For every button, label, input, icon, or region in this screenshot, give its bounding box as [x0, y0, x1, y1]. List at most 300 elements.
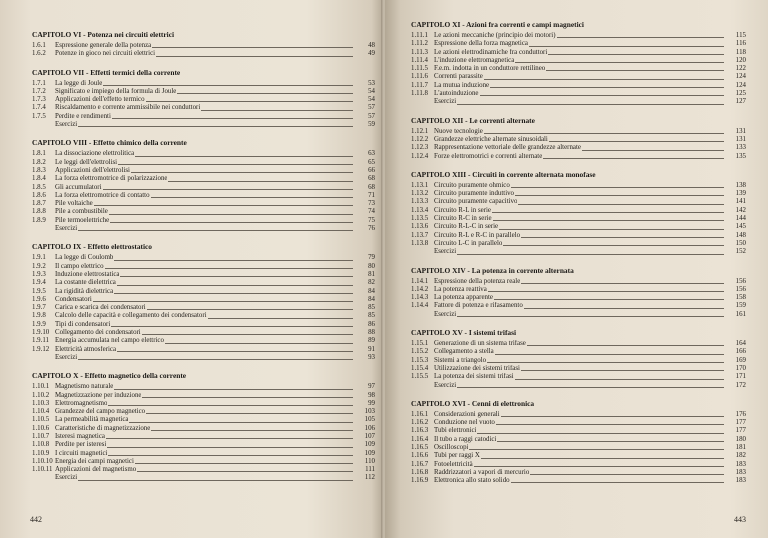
toc-entry: [411, 477, 746, 485]
section-title: Gli accumulatori: [55, 183, 102, 191]
section-title: La permeabilità magnetica: [55, 416, 129, 424]
toc-entry: [411, 65, 746, 73]
section-number: 1.10.8: [32, 441, 50, 449]
section-title: Esercizi: [55, 474, 78, 482]
chapter-title: CAPITOLO IX - Effetto elettrostatico: [32, 242, 153, 252]
section-number: 1.11.7: [411, 81, 428, 89]
toc-entry: [411, 302, 746, 310]
page-reference: 48: [368, 42, 375, 49]
page-reference: 145: [735, 223, 746, 231]
page-reference: 118: [735, 48, 746, 56]
dot-leader: [114, 383, 353, 389]
section-title: Sistemi a triangolo: [434, 356, 487, 364]
section-number: 1.9.1: [32, 254, 46, 262]
section-number: 1.12.4: [411, 152, 429, 160]
dot-leader: [152, 42, 353, 48]
chapter-section: [32, 68, 375, 130]
dot-leader: [490, 82, 724, 88]
page-reference: 169: [735, 356, 746, 364]
toc-entry: [32, 312, 375, 320]
section-number: 1.8.6: [32, 191, 46, 199]
toc-entry: [32, 184, 375, 192]
page-reference: 158: [735, 294, 746, 302]
toc-entry: [411, 286, 746, 294]
section-number: 1.13.4: [411, 206, 429, 214]
right-toc: [411, 20, 746, 485]
section-number: 1.13.7: [411, 231, 429, 239]
toc-entry: [32, 466, 375, 474]
section-number: 1.7.3: [32, 96, 46, 104]
page-reference: 127: [735, 98, 746, 106]
dot-leader: [529, 40, 724, 46]
page-reference: 89: [368, 337, 375, 345]
page-reference: 111: [365, 466, 375, 474]
toc-entry: [411, 452, 746, 460]
toc-entry: [411, 128, 746, 136]
left-page-number: 442: [30, 515, 42, 524]
chapter-section: [32, 242, 375, 362]
toc-entry: [411, 136, 746, 144]
section-number: 1.13.3: [411, 198, 429, 206]
page-reference: 156: [735, 277, 746, 285]
dot-leader: [518, 198, 724, 204]
page-reference: 74: [368, 208, 375, 216]
section-title: Applicazioni dell'elettrolisi: [55, 166, 130, 174]
toc-entry: [32, 474, 375, 482]
section-number: 1.14.1: [411, 277, 429, 285]
chapter-title: CAPITOLO X - Effetto magnetico della corrente: [32, 371, 187, 381]
toc-entry: [32, 337, 375, 345]
page-reference: 81: [368, 270, 375, 278]
section-title: La legge di Joule: [55, 79, 103, 87]
chapter-title: CAPITOLO VII - Effetti termici della corrente: [32, 67, 181, 77]
chapter-section: [32, 30, 375, 59]
dot-leader: [78, 121, 353, 127]
section-number: 1.8.2: [32, 158, 46, 166]
section-title: Elettromagnetismo: [55, 399, 108, 407]
chapter-title: CAPITOLO XI - Azioni fra correnti e campi magnetici: [411, 20, 584, 29]
dot-leader: [511, 477, 724, 483]
section-title: Conduzione nel vuoto: [434, 419, 495, 427]
page-reference: 144: [735, 215, 746, 223]
dot-leader: [527, 340, 724, 346]
section-number: 1.13.5: [411, 215, 429, 223]
toc-entry: [411, 348, 746, 356]
section-title: La legge di Coulomb: [55, 254, 114, 262]
page-reference: 49: [368, 50, 375, 58]
page-reference: 71: [368, 191, 375, 199]
toc-entry: [32, 346, 375, 354]
page-reference: 171: [735, 373, 746, 381]
chapter-section: [411, 399, 746, 486]
section-number: [32, 225, 55, 233]
section-number: 1.10.3: [32, 399, 50, 407]
page-reference: 170: [735, 364, 746, 372]
section-number: 1.10.1: [32, 383, 50, 391]
dot-leader: [106, 433, 353, 439]
section-title: Tipi di condensatori: [55, 320, 111, 328]
dot-leader: [94, 200, 353, 206]
section-number: 1.15.4: [411, 364, 429, 372]
section-title: Collegamento a stella: [434, 348, 494, 356]
dot-leader: [146, 96, 353, 102]
page-reference: 172: [735, 381, 746, 389]
dot-leader: [484, 73, 724, 79]
section-title: La mutua induzione: [434, 81, 490, 89]
section-title: Elettronica allo stato solido: [434, 477, 510, 485]
dot-leader: [93, 296, 353, 302]
section-number: 1.9.3: [32, 270, 46, 278]
toc-entry: [32, 329, 375, 337]
toc-entry: [32, 225, 375, 233]
chapter-title: CAPITOLO XV - I sistemi trifasi: [411, 328, 517, 338]
toc-entry: [411, 223, 746, 231]
section-number: 1.7.5: [32, 112, 46, 120]
section-title: Induzione elettrostatica: [55, 270, 120, 278]
toc-entry: [411, 469, 746, 477]
toc-entry: [32, 383, 375, 391]
dot-leader: [495, 348, 724, 354]
section-number: 1.14.4: [411, 302, 429, 310]
section-title: La potenza reattiva: [434, 285, 487, 293]
page-reference: 65: [368, 158, 375, 166]
page-reference: 84: [368, 295, 375, 303]
dot-leader: [118, 159, 353, 165]
section-title: Rappresentazione vettoriale delle grandezze alternate: [434, 144, 581, 152]
dot-leader: [521, 232, 724, 238]
section-number: 1.8.1: [32, 150, 46, 158]
section-number: 1.13.1: [411, 181, 429, 189]
section-title: Esercizi: [55, 353, 78, 361]
page-reference: 98: [368, 391, 375, 399]
section-number: 1.9.5: [32, 287, 46, 295]
dot-leader: [521, 365, 724, 371]
dot-leader: [146, 408, 353, 414]
section-title: Elettricità atmosferica: [55, 345, 117, 353]
toc-entry: [411, 419, 746, 427]
dot-leader: [457, 382, 724, 388]
dot-leader: [108, 400, 353, 406]
section-title: Espressione della forza magnetica: [434, 40, 528, 48]
section-title: La costante dielettrica: [55, 279, 116, 287]
page-reference: 116: [735, 40, 746, 48]
dot-leader: [501, 411, 724, 417]
section-number: 1.12.1: [411, 127, 429, 135]
section-number: 1.10.11: [32, 466, 53, 474]
section-title: Perdite e rendimenti: [55, 112, 111, 120]
dot-leader: [107, 441, 353, 447]
section-title: Il campo elettrico: [55, 262, 104, 270]
toc-entry: [411, 382, 746, 390]
toc-entry: [411, 182, 746, 190]
page-reference: 115: [735, 32, 746, 39]
page-reference: 85: [368, 304, 375, 312]
dot-leader: [142, 392, 353, 398]
section-number: 1.7.4: [32, 104, 46, 112]
section-title: Circuito R-L e R-C in parallelo: [434, 231, 521, 239]
page-reference: 99: [368, 399, 375, 407]
section-title: Le azioni meccaniche (principio dei motori): [434, 32, 556, 39]
page-reference: 177: [735, 419, 746, 427]
section-title: L'induzione elettromagnetica: [434, 56, 515, 64]
section-number: 1.10.6: [32, 424, 50, 432]
dot-leader: [201, 104, 353, 110]
section-number: [32, 121, 55, 129]
toc-entry: [32, 175, 375, 183]
page-reference: 109: [364, 449, 375, 457]
section-number: 1.7.1: [32, 79, 46, 87]
section-title: Forze elettromotrici e correnti alternate: [434, 152, 543, 160]
section-title: Energia accumulata nel campo elettrico: [55, 337, 164, 345]
page-reference: 131: [735, 135, 746, 143]
section-title: Circuito puramente induttivo: [434, 190, 514, 198]
section-title: La dissociazione elettrolitica: [55, 150, 135, 158]
toc-entry: [32, 159, 375, 167]
section-title: La forza elettromotrice di polarizzazione: [55, 175, 168, 183]
toc-entry: [411, 240, 746, 248]
dot-leader: [168, 175, 353, 181]
page-reference: 142: [735, 206, 746, 214]
section-title: Potenze in gioco nei circuiti elettrici: [55, 50, 156, 58]
toc-entry: [32, 263, 375, 271]
dot-leader: [530, 469, 724, 475]
section-title: Applicazioni del magnetismo: [55, 466, 137, 474]
toc-entry: [32, 96, 375, 104]
dot-leader: [103, 80, 353, 86]
dot-leader: [151, 425, 353, 431]
dot-leader: [457, 311, 724, 317]
dot-leader: [492, 207, 724, 213]
page-reference: 161: [735, 310, 746, 318]
chapter-title: CAPITOLO XIV - La potenza in corrente alternata: [411, 265, 574, 275]
section-number: 1.8.9: [32, 216, 46, 224]
dot-leader: [487, 357, 724, 363]
page-reference: 79: [368, 254, 375, 262]
chapter-title: CAPITOLO VIII - Effetto chimico della corrente: [32, 138, 187, 148]
page-reference: 88: [368, 329, 375, 337]
toc-entry: [32, 416, 375, 424]
section-title: Energia dei campi magnetici: [55, 457, 134, 465]
dot-leader: [557, 32, 725, 38]
section-title: Applicazioni dell'effetto termico: [55, 96, 145, 104]
dot-leader: [582, 144, 724, 150]
section-title: Pile voltaiche: [55, 200, 93, 208]
section-title: Utilizzazione dei sistemi trifasi: [434, 364, 520, 372]
section-number: 1.9.9: [32, 320, 46, 328]
dot-leader: [499, 223, 724, 229]
toc-entry: [32, 208, 375, 216]
toc-entry: [32, 192, 375, 200]
dot-leader: [549, 136, 724, 142]
page-reference: 66: [368, 166, 375, 174]
dot-leader: [105, 263, 353, 269]
section-number: 1.15.5: [411, 373, 429, 381]
page-reference: 53: [368, 79, 375, 87]
section-title: Esercizi: [434, 248, 457, 256]
chapter-title: CAPITOLO VI - Potenza nei circuiti elettrici: [32, 30, 175, 39]
dot-leader: [496, 419, 724, 425]
dot-leader: [117, 346, 353, 352]
section-title: Calcolo delle capacità e collegamento dei condensatori: [55, 312, 207, 320]
page-reference: 85: [368, 312, 375, 320]
section-number: 1.9.4: [32, 279, 46, 287]
toc-entry: [411, 461, 746, 469]
section-number: 1.9.6: [32, 295, 46, 303]
section-title: Oscilloscopi: [434, 443, 469, 451]
page-reference: 63: [368, 150, 375, 158]
page-reference: 112: [364, 474, 375, 482]
page-reference: 76: [368, 225, 375, 233]
section-number: 1.11.8: [411, 90, 428, 98]
toc-entry: [32, 80, 375, 88]
toc-entry: [411, 207, 746, 215]
right-page: [385, 0, 768, 538]
dot-leader: [147, 304, 353, 310]
section-title: Caratteristiche di magnetizzazione: [55, 424, 151, 432]
section-number: 1.11.3: [411, 48, 428, 56]
chapter-title: CAPITOLO XII - Le correnti alternate: [411, 115, 535, 125]
page-reference: 107: [364, 432, 375, 440]
section-number: 1.10.9: [32, 449, 50, 457]
section-title: La potenza apparente: [434, 294, 493, 302]
toc-entry: [32, 321, 375, 329]
dot-leader: [493, 215, 724, 221]
section-number: 1.10.7: [32, 432, 50, 440]
page-reference: 122: [735, 65, 746, 73]
page-reference: 75: [368, 216, 375, 224]
section-title: Tubi per raggi X: [434, 452, 480, 460]
page-reference: 124: [735, 81, 746, 89]
page-reference: 177: [735, 427, 746, 435]
toc-entry: [411, 248, 746, 256]
page-reference: 68: [368, 183, 375, 191]
page-reference: 73: [368, 200, 375, 208]
section-number: 1.7.2: [32, 87, 46, 95]
dot-leader: [477, 427, 724, 433]
dot-leader: [497, 436, 724, 442]
dot-leader: [117, 279, 353, 285]
toc-entry: [32, 167, 375, 175]
section-number: 1.8.8: [32, 208, 46, 216]
dot-leader: [546, 65, 724, 71]
section-number: [411, 311, 434, 319]
section-number: 1.16.2: [411, 419, 429, 427]
dot-leader: [135, 458, 353, 464]
toc-entry: [32, 400, 375, 408]
page-reference: 166: [735, 348, 746, 356]
toc-entry: [411, 427, 746, 435]
page-reference: 57: [368, 104, 375, 112]
toc-entry: [411, 49, 746, 57]
toc-entry: [411, 57, 746, 65]
dot-leader: [135, 150, 353, 156]
dot-leader: [521, 278, 724, 284]
dot-leader: [109, 208, 353, 214]
chapter-section: [411, 116, 746, 161]
dot-leader: [481, 452, 724, 458]
page-reference: 138: [735, 181, 746, 189]
toc-entry: [411, 373, 746, 381]
dot-leader: [515, 190, 724, 196]
section-title: L'autoinduzione: [434, 90, 479, 98]
toc-entry: [411, 32, 746, 40]
dot-leader: [103, 184, 354, 190]
section-title: Considerazioni generali: [434, 410, 500, 418]
toc-entry: [411, 90, 746, 98]
section-title: Raddrizzatori a vapori di mercurio: [434, 468, 530, 476]
section-number: 1.9.8: [32, 312, 46, 320]
page-reference: 183: [735, 477, 746, 485]
page-reference: 181: [735, 443, 746, 451]
section-title: Correnti parassite: [434, 73, 483, 81]
section-number: 1.11.6: [411, 73, 428, 81]
section-title: Il tubo a raggi catodici: [434, 435, 497, 443]
section-number: 1.14.2: [411, 285, 429, 293]
toc-entry: [32, 88, 375, 96]
section-title: Generazione di un sistema trifase: [434, 340, 526, 348]
page-reference: 135: [735, 152, 746, 160]
section-title: Circuito L-C in parallelo: [434, 239, 503, 247]
section-title: Le azioni elettrodinamiche fra conduttori: [434, 48, 548, 56]
page-reference: 84: [368, 287, 375, 295]
toc-entry: [411, 411, 746, 419]
dot-leader: [151, 192, 353, 198]
page-reference: 106: [364, 424, 375, 432]
section-title: Perdite per isteresi: [55, 441, 107, 449]
toc-entry: [32, 425, 375, 433]
toc-entry: [411, 73, 746, 81]
section-number: 1.15.3: [411, 356, 429, 364]
toc-entry: [32, 304, 375, 312]
section-number: 1.10.10: [32, 457, 53, 465]
page-reference: 54: [368, 96, 375, 104]
dot-leader: [110, 217, 353, 223]
toc-entry: [411, 144, 746, 152]
section-title: Pile termoelettriche: [55, 216, 110, 224]
dot-leader: [120, 271, 353, 277]
section-title: F.e.m. indotta in un conduttore rettilineo: [434, 65, 546, 73]
section-title: La forza elettromotrice di contatto: [55, 191, 150, 199]
chapter-section: [411, 20, 746, 107]
toc-entry: [32, 217, 375, 225]
section-number: 1.12.3: [411, 144, 429, 152]
section-title: Esercizi: [434, 381, 457, 389]
section-number: 1.16.3: [411, 427, 429, 435]
section-number: 1.8.5: [32, 183, 46, 191]
section-number: 1.9.2: [32, 262, 46, 270]
dot-leader: [457, 248, 724, 254]
page-reference: 59: [368, 121, 375, 129]
toc-entry: [32, 288, 375, 296]
section-number: [411, 98, 434, 106]
page-reference: 82: [368, 279, 375, 287]
section-title: Esercizi: [434, 98, 457, 106]
section-number: 1.12.2: [411, 135, 429, 143]
section-title: Espressione generale della potenza: [55, 42, 152, 49]
page-reference: 180: [735, 435, 746, 443]
toc-entry: [32, 121, 375, 129]
dot-leader: [165, 337, 353, 343]
toc-entry: [32, 50, 375, 58]
section-number: 1.11.1: [411, 32, 428, 39]
page-reference: 150: [735, 239, 746, 247]
section-title: Fotoelettricità: [434, 460, 473, 468]
dot-leader: [480, 90, 725, 96]
toc-entry: [32, 354, 375, 362]
section-number: 1.11.4: [411, 56, 428, 64]
chapter-section: [411, 328, 746, 390]
section-number: 1.16.8: [411, 468, 429, 476]
